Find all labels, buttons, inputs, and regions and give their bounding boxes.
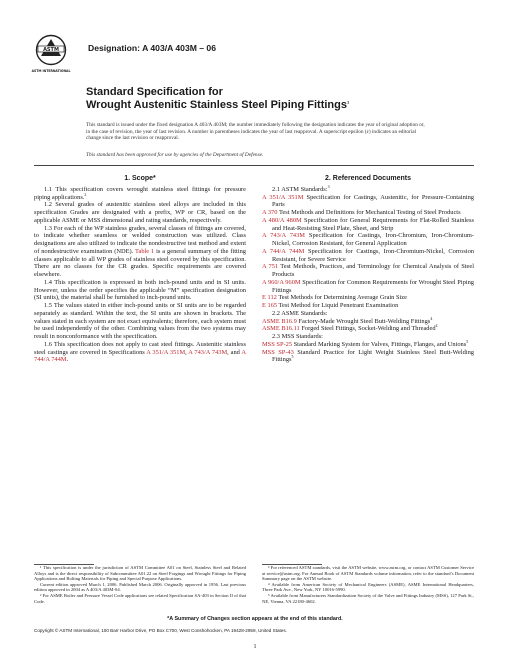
designation-notice: This standard is issued under the fixed designation A 403/A 403M; the number immediately following the designation indicates the year of original adoption or, in the case of revision, the year of last revision. A number in parentheses indicates the year of last reapproval. A superscript epsilon (ε) indicates an editorial change since the last revision or reapproval. (86, 122, 425, 142)
scope-1-6: 1.6 This specification does not apply to cast steel fittings. Austenitic stainless steel castings are covered in Specifications A 351/A 351M, A 743/A 743M, and A 744/A 744M. (34, 340, 246, 364)
astm-ref-title: Test Methods, Practices, and Terminology for Chemical Analysis of Steel Products (272, 263, 474, 278)
dod-approval-note: This standard has been approved for use by agencies of the Department of Defense. (86, 152, 264, 158)
footnote-2: ² For ASME Boiler and Pressure Vessel Code applications see related Specification SA-403 in Section II of that Code. (34, 592, 246, 604)
astm-ref-item (262, 302, 474, 310)
logo-text: ASTM INTERNATIONAL (31, 69, 71, 73)
scope-1-3: 1.3 For each of the WP stainless grades, several classes of fittings are covered, to indicate whether seamless or welded construction was utilized. Class designations are also utilized to indicate the nondestructive test method and extent of nondestructive examination (NDE). Table 1 is a general summary of the fitting classes applicable to all WP grades of stainless steel covered by this specification. There are no classes for the CR grades. Specific requirements are covered elsewhere. (34, 224, 246, 278)
astm-standards-label: 2.1 ASTM Standards:$^3$ (272, 183, 330, 193)
asme-ref-item (262, 325, 474, 333)
mss-ref-link[interactable]: MSS SP-43 (262, 348, 294, 356)
footnote-3: ³ For referenced ASTM standards, visit the ASTM website, www.astm.org, or contact ASTM Customer Service at service@astm.org. For Annual Book of ASTM Standards volume information, refer to the standard’s Document Summary page on the ASTM website. (262, 565, 474, 582)
mss-ref-title: Standard Practice for Light Weight Stainless Steel Butt-Welding Fittings (272, 348, 475, 364)
title-line-2: Wrought Austenitic Stainless Steel Piping Fittings$^1$ (86, 99, 350, 111)
astm-ref-link[interactable]: A 744/A 744M (262, 247, 305, 255)
footnote-4: ⁴ Available from American Society of Mechanical Engineers (ASME), ASME International Headquarters, Three Park Ave., New York, NY 10016-5990. (262, 581, 474, 593)
mss-ref-item (262, 338, 474, 349)
astm-logo (31, 34, 71, 74)
mss-ref-title: Standard Marking System for Valves, Fittings, Flanges, and Unions (293, 340, 467, 348)
scope-1-1: 1.1 This specification covers wrought stainless steel fittings for pressure piping applications.$^2$ (34, 185, 246, 201)
asme-ref-title: Factory-Made Wrought Steel Butt-Welding Fittings (298, 317, 431, 325)
mss-ref-item (262, 349, 474, 365)
summary-of-changes-note: *A Summary of Changes section appears at the end of this standard. (167, 616, 343, 622)
asme-standards-list (262, 315, 474, 334)
astm-ref-link[interactable]: A 351/A 351M (262, 193, 304, 201)
footnote-5: ⁵ Available from Manufacturers Standardization Society of the Valve and Fittings Industry (MSS), 127 Park St., NE, Vienna, VA 22180-4602. (262, 592, 474, 604)
asme-ref-title: Forged Steel Fittings, Socket-Welding and Threaded (301, 325, 436, 333)
header-divider (34, 165, 474, 166)
document-title (86, 86, 426, 112)
asme-ref-footnote-mark: 4 (435, 323, 438, 329)
spec-link-a351[interactable]: A 351/A 351M (146, 348, 186, 356)
footnote-1: ¹ This specification is under the jurisdiction of ASTM Committee A01 on Steel, Stainless Steel and Related Alloys and is the direct responsibility of Subcommittee A01.22 on Steel Forgings and Wrought Fittings for Piping Applications and Bolting Materials for Piping and Special Purpose Applications. (34, 565, 246, 582)
footnotes-left (34, 564, 246, 604)
asme-ref-link[interactable]: ASME B16.11 (262, 325, 300, 333)
astm-ref-title: Test Method for Liquid Penetrant Examination (278, 302, 399, 309)
scope-1-2: 1.2 Several grades of austenitic stainless steel alloys are included in this specification Grades are designated with a prefix, WP or CR, based on the applicable ASME or MSS dimensional and rating standards, respectively. (34, 201, 246, 224)
svg-text:ASTM: ASTM (43, 46, 59, 53)
spec-link-a744[interactable]: A 744/A 744M (34, 348, 246, 364)
astm-ref-link[interactable]: A 751 (262, 263, 279, 271)
scope-1-4: 1.4 This specification is expressed in both inch-pound units and in SI units. However, unless the order specifies the applicable “M” specification designation (SI units), the material shall be furnished to inch-pound units. (34, 278, 246, 302)
page-number: 1 (253, 644, 257, 650)
astm-ref-item (262, 263, 474, 279)
scope-section (34, 175, 246, 364)
title-line-1: Standard Specification for (86, 86, 223, 98)
astm-ref-item (262, 279, 474, 295)
designation: Designation: A 403/A 403M – 06 (88, 43, 216, 53)
astm-ref-item (262, 194, 474, 210)
mss-standards-list (262, 338, 475, 364)
astm-ref-title: Specification for Castings, Austenitic, for Pressure-Containing Parts (272, 193, 474, 209)
footnotes-right (262, 564, 474, 604)
refs-heading: 2. Referenced Documents (325, 175, 411, 182)
table-1-link[interactable]: Table 1 (135, 247, 155, 255)
astm-ref-item (262, 248, 474, 264)
asme-ref-link[interactable]: ASME B16.9 (262, 317, 297, 325)
astm-ref-title: Specification for Castings, Iron-Chromium-Nickel, Corrosion Resistant, for Severe Service (272, 247, 474, 263)
footnote-1-edition: Current edition approved March 1, 2006. Published March 2006. Originally approved in 1956. Last previous edition approved in 2004 as A 403/A 403M-04. (34, 581, 246, 593)
astm-ref-link[interactable]: A 370 (262, 209, 278, 216)
astm-ref-title: Specification for Common Requirements for Wrought Steel Piping Fittings (272, 278, 474, 294)
astm-ref-title: Specification for General Requirements for Flat-Rolled Stainless and Heat-Resisting Steel Plate, Sheet, and Strip (272, 216, 474, 232)
referenced-documents-section (262, 175, 474, 364)
scope-heading: 1. Scope* (124, 175, 156, 182)
astm-ref-link[interactable]: E 112 (262, 294, 277, 302)
astm-ref-item (262, 209, 474, 217)
asme-standards-label: 2.2 ASME Standards: (272, 309, 328, 317)
mss-standards-label: 2.3 MSS Standards: (272, 333, 323, 340)
mss-ref-footnote-mark: 5 (291, 354, 294, 360)
astm-ref-item (262, 217, 474, 233)
copyright: Copyright © ASTM International, 100 Barr Harbor Drive, PO Box C700, West Conshohocken, PA 19428-2959, United States. (34, 628, 287, 633)
spec-link-a743[interactable]: A 743/A 743M (188, 348, 228, 356)
astm-ref-link[interactable]: A 743/A 743M (262, 232, 305, 240)
astm-ref-item (262, 294, 474, 302)
astm-standards-list (262, 194, 474, 310)
astm-ref-link[interactable]: A 960/A 960M (262, 278, 301, 286)
mss-ref-link[interactable]: MSS SP-25 (262, 340, 293, 348)
astm-ref-title: Test Methods and Definitions for Mechanical Testing of Steel Products (278, 209, 461, 216)
astm-ref-title: Test Methods for Determining Average Grain Size (278, 294, 407, 302)
astm-ref-title: Specification for Castings, Iron-Chromium, Iron-Chromium-Nickel, Corrosion Resistant, for General Application (272, 232, 474, 247)
mss-ref-footnote-mark: 5 (466, 338, 469, 344)
astm-ref-item (262, 232, 474, 248)
asme-ref-footnote-mark: 4 (430, 315, 433, 321)
scope-1-5: 1.5 The values stated in either inch-pound units or SI units are to be regarded separately as standard. Within the text, the SI units are shown in brackets. The values stated in each system are not exact equivalents; therefore, each system must be used independently of the other. Combining values from the two systems may result in nonconformance with the specification. (34, 302, 246, 340)
astm-ref-link[interactable]: E 165 (262, 302, 278, 309)
astm-ref-link[interactable]: A 480/A 480M (262, 216, 302, 224)
